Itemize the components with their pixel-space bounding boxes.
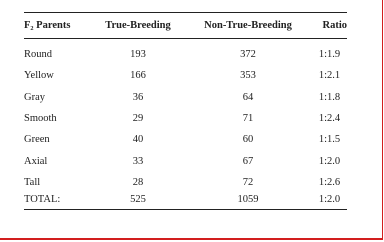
table-total-row: [24, 192, 347, 208]
table-row: [24, 68, 347, 84]
cell-ratio: 1:1.9: [318, 49, 341, 60]
cell-ratio: 1:2.1: [318, 70, 341, 81]
cell-parent: TOTAL:: [24, 194, 61, 205]
header-ratio: Ratio: [322, 20, 347, 31]
cell-true-breeding: 29: [132, 113, 144, 124]
cell-ratio: 1:1.5: [318, 134, 341, 145]
cell-ratio: 1:1.8: [318, 92, 341, 103]
header-true-breeding: True-Breeding: [105, 20, 171, 31]
table-header-row: [24, 18, 347, 34]
cell-true-breeding: 193: [130, 49, 146, 60]
cell-parent: Round: [24, 49, 53, 60]
cell-true-breeding: 525: [130, 194, 146, 205]
cell-non-true-breeding: 60: [242, 134, 254, 145]
cell-non-true-breeding: 372: [240, 49, 256, 60]
cell-true-breeding: 166: [130, 70, 146, 81]
cell-parent: Gray: [24, 92, 45, 103]
cell-ratio: 1:2.0: [318, 156, 341, 167]
table-row: [24, 154, 347, 170]
cell-non-true-breeding: 67: [242, 156, 254, 167]
table-row: [24, 47, 347, 63]
cell-parent: Green: [24, 134, 50, 145]
cell-non-true-breeding: 72: [242, 177, 254, 188]
table-bottom-rule: [24, 209, 347, 210]
header-non-true-breeding: Non-True-Breeding: [204, 20, 292, 31]
cell-non-true-breeding: 353: [240, 70, 256, 81]
table-row: [24, 175, 347, 191]
cell-parent: Yellow: [24, 70, 54, 81]
cell-parent: Tall: [24, 177, 41, 188]
table-row: [24, 90, 347, 106]
cell-ratio: 1:2.6: [318, 177, 341, 188]
table-header-rule: [24, 38, 347, 39]
cell-ratio: 1:2.4: [318, 113, 341, 124]
cell-true-breeding: 28: [132, 177, 144, 188]
cell-non-true-breeding: 71: [242, 113, 254, 124]
table-top-rule: [24, 12, 347, 13]
header-f2-parents: F₂ Parents: [24, 20, 71, 31]
cell-non-true-breeding: 1059: [237, 194, 259, 205]
cell-true-breeding: 33: [132, 156, 144, 167]
table-row: [24, 111, 347, 127]
cell-parent: Axial: [24, 156, 48, 167]
cell-true-breeding: 36: [132, 92, 144, 103]
cell-ratio: 1:2.0: [318, 194, 341, 205]
cell-parent: Smooth: [24, 113, 57, 124]
cell-non-true-breeding: 64: [242, 92, 254, 103]
table-row: [24, 132, 347, 148]
cell-true-breeding: 40: [132, 134, 144, 145]
